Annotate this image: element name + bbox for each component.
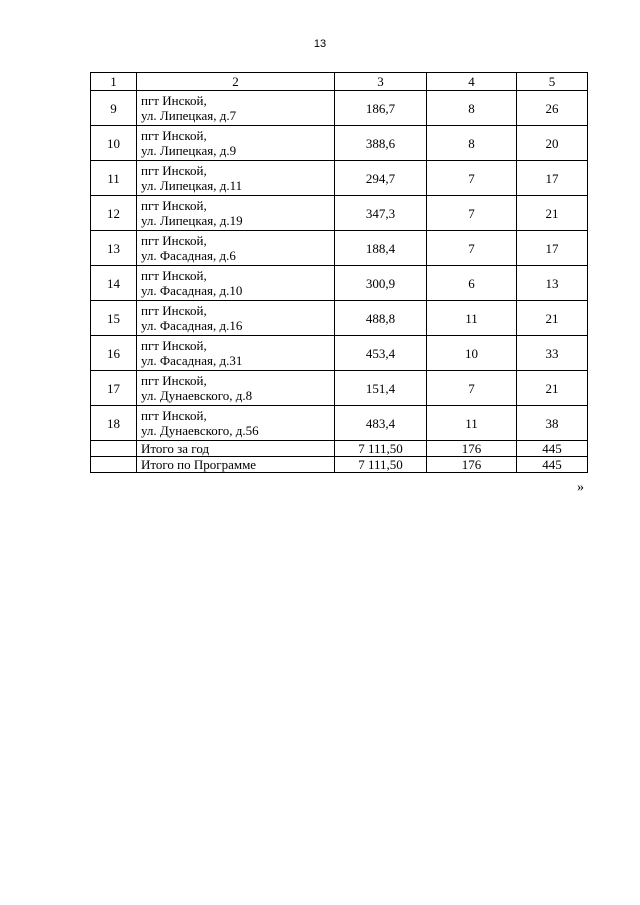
- program-table: [90, 72, 588, 473]
- row-number-cell: 9: [91, 91, 137, 126]
- col5-cell: 26: [517, 91, 588, 126]
- col4-cell: 7: [427, 161, 517, 196]
- header-cell: 5: [517, 73, 588, 91]
- total-area-cell: 7 111,50: [335, 457, 427, 473]
- address-line-2: ул. Фасадная, д.16: [141, 318, 243, 333]
- row-number-cell: 10: [91, 126, 137, 161]
- total-program-row: [91, 457, 588, 473]
- total-year-row: [91, 441, 588, 457]
- table-row: [91, 196, 588, 231]
- table-row: [91, 161, 588, 196]
- header-cell: 1: [91, 73, 137, 91]
- address-line-2: ул. Фасадная, д.31: [141, 353, 243, 368]
- address-cell: [137, 231, 335, 266]
- row-number-cell: 14: [91, 266, 137, 301]
- closing-quote: »: [577, 480, 584, 495]
- table-header-row: [91, 73, 588, 91]
- row-number-cell: 11: [91, 161, 137, 196]
- address-line-2: ул. Фасадная, д.6: [141, 248, 236, 263]
- page-number: 13: [313, 38, 327, 50]
- col4-cell: 7: [427, 231, 517, 266]
- address-line-2: ул. Липецкая, д.7: [141, 108, 237, 123]
- area-cell: 483,4: [335, 406, 427, 441]
- total-label-cell: Итого за год: [137, 441, 335, 457]
- col5-cell: 38: [517, 406, 588, 441]
- col4-cell: 6: [427, 266, 517, 301]
- address-line-2: ул. Липецкая, д.9: [141, 143, 237, 158]
- address-line-1: пгт Инской,: [141, 163, 207, 178]
- col5-cell: 21: [517, 301, 588, 336]
- address-cell: [137, 406, 335, 441]
- address-cell: [137, 91, 335, 126]
- total-area-cell: 7 111,50: [335, 441, 427, 457]
- col4-cell: 8: [427, 91, 517, 126]
- area-cell: 188,4: [335, 231, 427, 266]
- header-cell: 3: [335, 73, 427, 91]
- table-row: [91, 336, 588, 371]
- table-row: [91, 301, 588, 336]
- row-number-cell: 13: [91, 231, 137, 266]
- table-row: [91, 406, 588, 441]
- address-line-1: пгт Инской,: [141, 268, 207, 283]
- row-number-cell: 17: [91, 371, 137, 406]
- row-number-cell: 16: [91, 336, 137, 371]
- empty-cell: [91, 457, 137, 473]
- row-number-cell: 15: [91, 301, 137, 336]
- col5-cell: 13: [517, 266, 588, 301]
- total-col5-cell: 445: [517, 457, 588, 473]
- address-line-1: пгт Инской,: [141, 338, 207, 353]
- row-number-cell: 12: [91, 196, 137, 231]
- area-cell: 347,3: [335, 196, 427, 231]
- area-cell: 294,7: [335, 161, 427, 196]
- address-cell: [137, 196, 335, 231]
- total-col4-cell: 176: [427, 441, 517, 457]
- table-row: [91, 231, 588, 266]
- header-cell: 4: [427, 73, 517, 91]
- area-cell: 186,7: [335, 91, 427, 126]
- col5-cell: 17: [517, 161, 588, 196]
- area-cell: 388,6: [335, 126, 427, 161]
- header-cell: 2: [137, 73, 335, 91]
- table-row: [91, 266, 588, 301]
- total-col5-cell: 445: [517, 441, 588, 457]
- total-col4-cell: 176: [427, 457, 517, 473]
- address-cell: [137, 371, 335, 406]
- area-cell: 300,9: [335, 266, 427, 301]
- table-row: [91, 371, 588, 406]
- empty-cell: [91, 441, 137, 457]
- address-cell: [137, 266, 335, 301]
- address-line-1: пгт Инской,: [141, 408, 207, 423]
- col5-cell: 21: [517, 196, 588, 231]
- col4-cell: 10: [427, 336, 517, 371]
- address-cell: [137, 336, 335, 371]
- address-line-1: пгт Инской,: [141, 93, 207, 108]
- address-cell: [137, 126, 335, 161]
- address-line-2: ул. Дунаевского, д.56: [141, 423, 259, 438]
- col4-cell: 11: [427, 301, 517, 336]
- row-number-cell: 18: [91, 406, 137, 441]
- area-cell: 151,4: [335, 371, 427, 406]
- col5-cell: 33: [517, 336, 588, 371]
- area-cell: 453,4: [335, 336, 427, 371]
- address-line-1: пгт Инской,: [141, 198, 207, 213]
- address-line-1: пгт Инской,: [141, 373, 207, 388]
- col4-cell: 11: [427, 406, 517, 441]
- col5-cell: 20: [517, 126, 588, 161]
- total-label-cell: Итого по Программе: [137, 457, 335, 473]
- table-row: [91, 91, 588, 126]
- address-line-1: пгт Инской,: [141, 233, 207, 248]
- col5-cell: 21: [517, 371, 588, 406]
- col5-cell: 17: [517, 231, 588, 266]
- address-line-1: пгт Инской,: [141, 303, 207, 318]
- col4-cell: 7: [427, 196, 517, 231]
- address-line-2: ул. Фасадная, д.10: [141, 283, 243, 298]
- address-cell: [137, 161, 335, 196]
- table-row: [91, 126, 588, 161]
- address-cell: [137, 301, 335, 336]
- address-line-2: ул. Липецкая, д.19: [141, 213, 243, 228]
- col4-cell: 7: [427, 371, 517, 406]
- col4-cell: 8: [427, 126, 517, 161]
- area-cell: 488,8: [335, 301, 427, 336]
- address-line-2: ул. Липецкая, д.11: [141, 178, 243, 193]
- address-line-2: ул. Дунаевского, д.8: [141, 388, 253, 403]
- address-line-1: пгт Инской,: [141, 128, 207, 143]
